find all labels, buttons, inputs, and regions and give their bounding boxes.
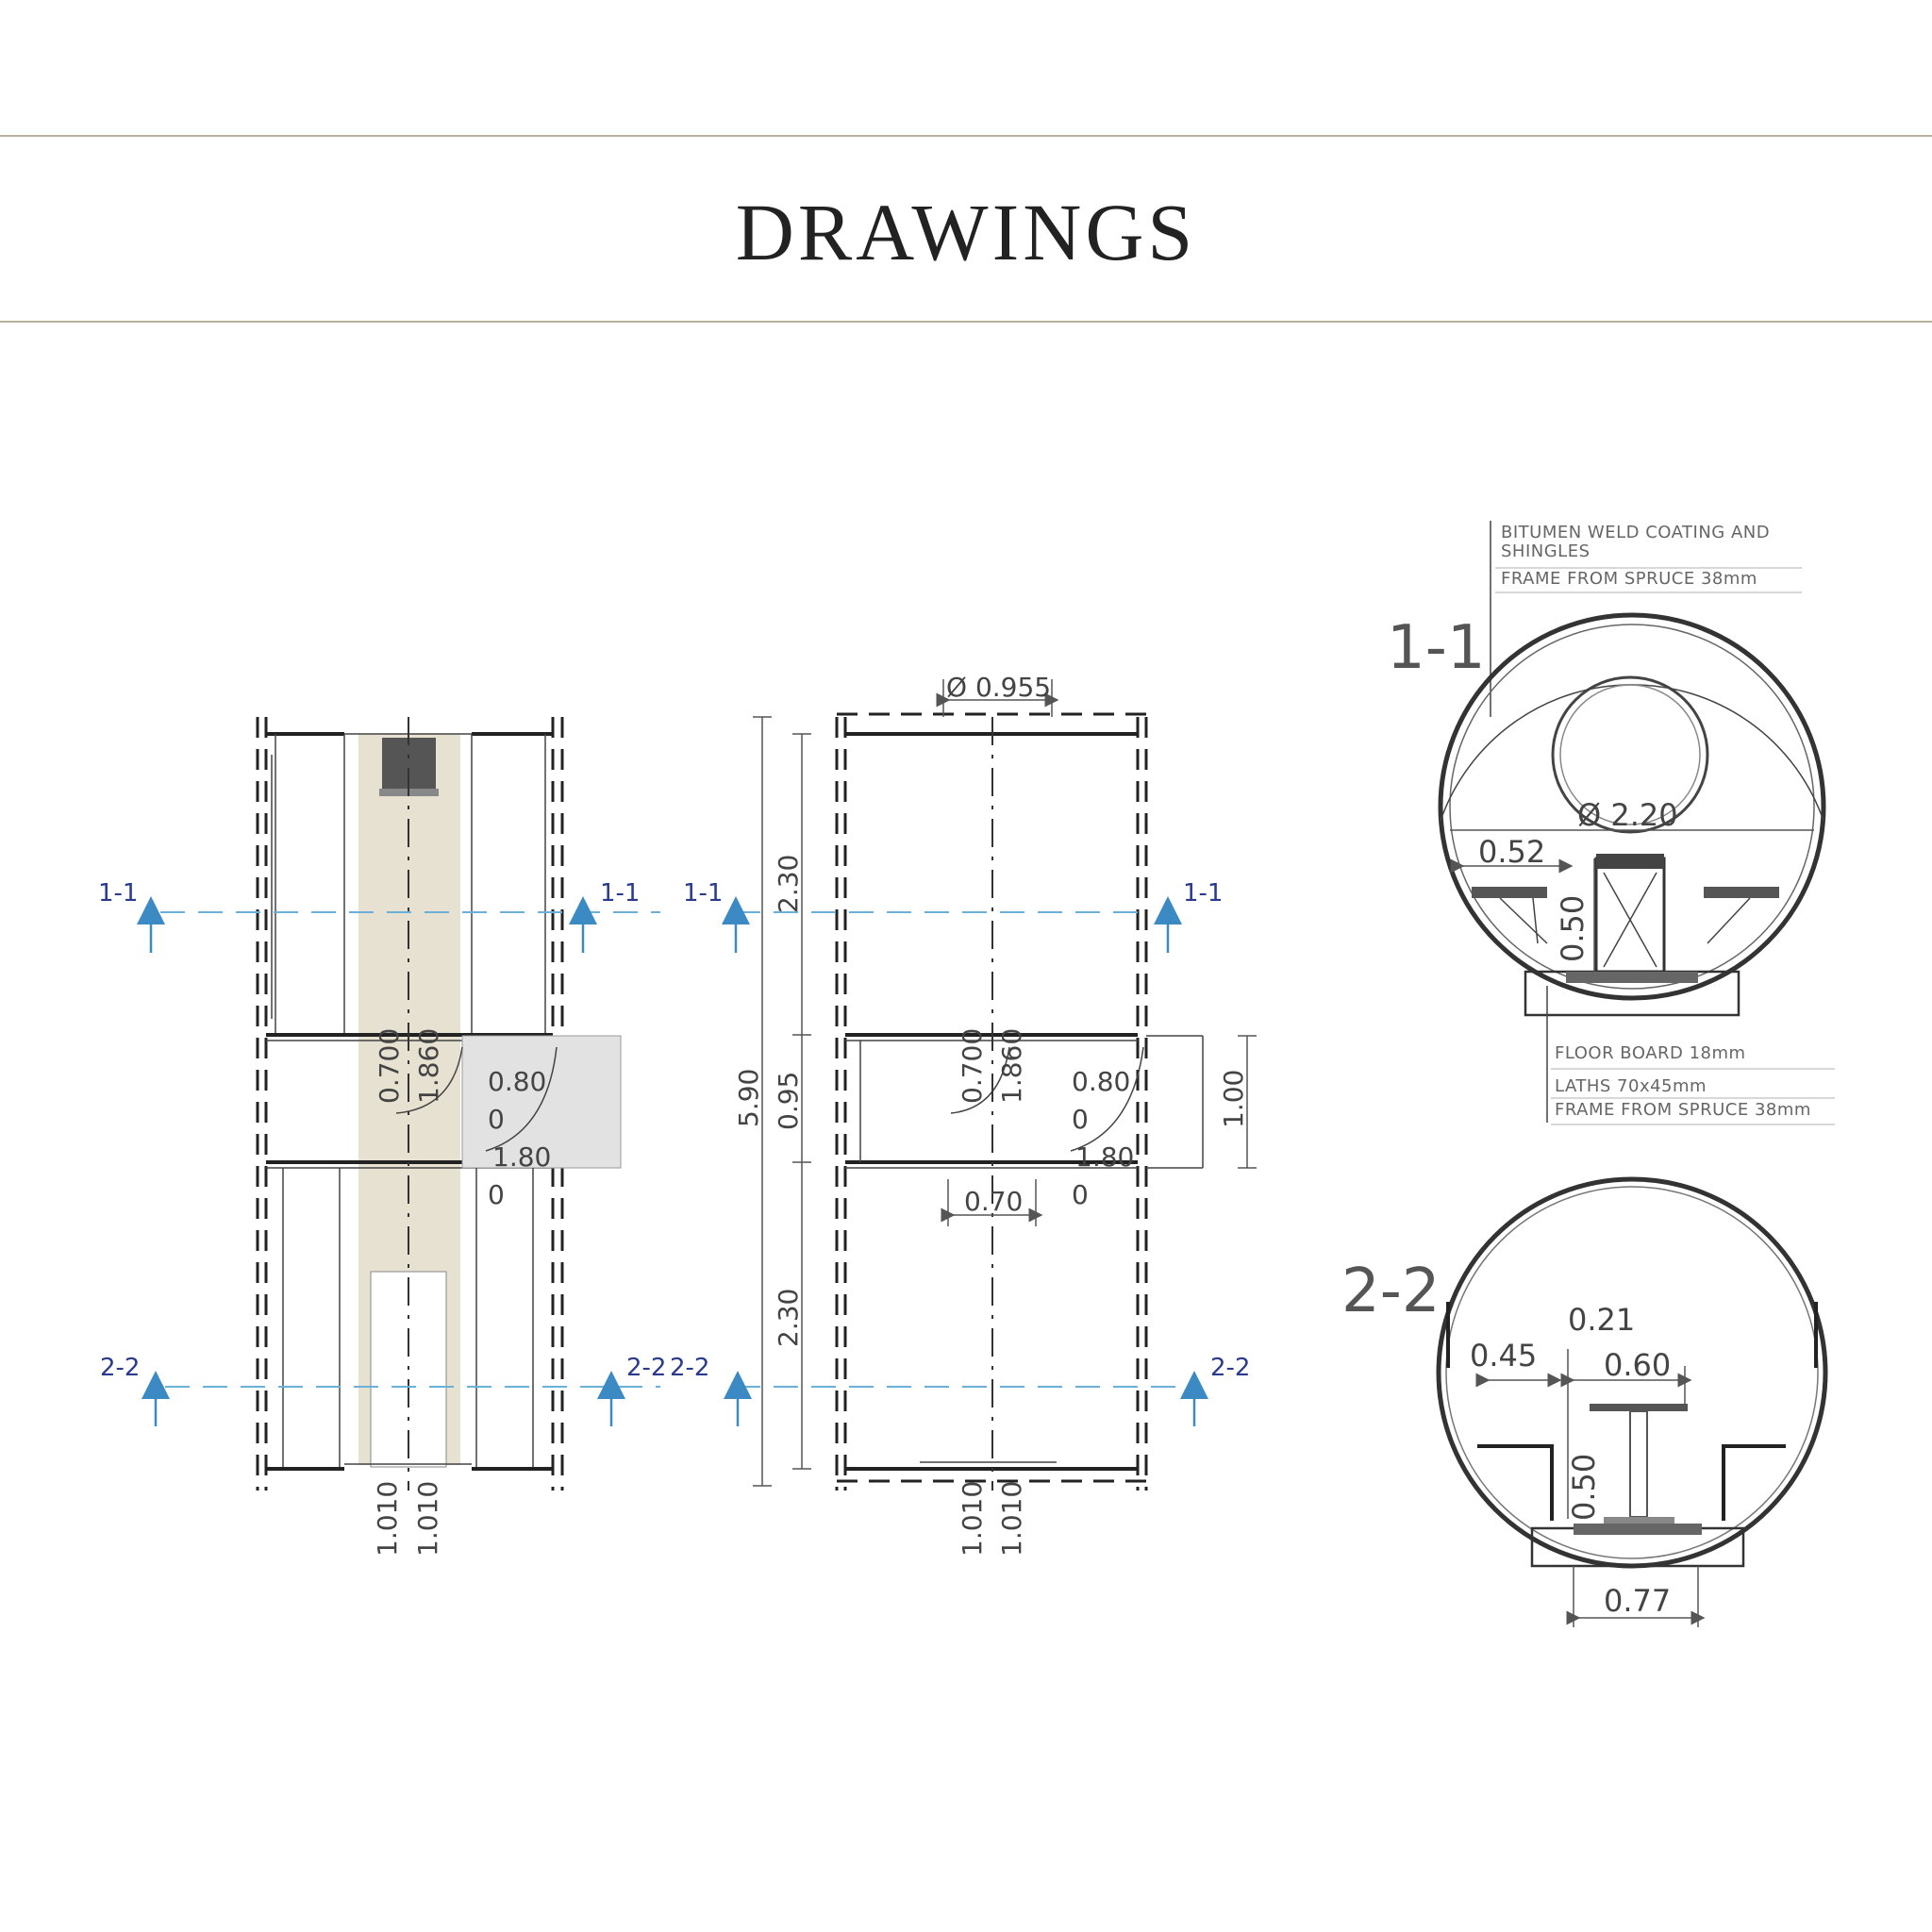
- cut-label-1-1-left: 1-1: [98, 879, 139, 908]
- note-frame-bottom: FRAME FROM SPRUCE 38mm: [1555, 1100, 1811, 1120]
- cut-label-1-1-right: 1-1: [1183, 879, 1224, 908]
- section-1-1-label: 1-1: [1387, 613, 1486, 683]
- note-floor-board: FLOOR BOARD 18mm: [1555, 1043, 1746, 1063]
- cut-label-1-1-left: 1-1: [683, 879, 724, 908]
- note-bitumen-line1: BITUMEN WELD COATING AND: [1501, 523, 1771, 542]
- section-1-1: [1387, 521, 1835, 1124]
- dim-1010-a: 1.010: [372, 1480, 403, 1557]
- dim-077: 0.77: [1604, 1583, 1672, 1619]
- section-2-2: [1341, 1179, 1825, 1627]
- dim-050: 0.50: [1555, 894, 1591, 962]
- table-icon: [1590, 1404, 1688, 1411]
- section-2-2-label: 2-2: [1341, 1257, 1441, 1326]
- cut-label-2-2-left: 2-2: [100, 1354, 141, 1382]
- heater-icon: [1596, 858, 1664, 972]
- dim-590: 5.90: [733, 1068, 764, 1127]
- dim-1010-a: 1.010: [957, 1480, 988, 1557]
- dim-0700: 0.700: [957, 1027, 988, 1104]
- dim-0-a: 0: [488, 1104, 505, 1135]
- dim-230-a: 2.30: [773, 854, 804, 913]
- dim-050: 0.50: [1566, 1453, 1602, 1521]
- dim-045: 0.45: [1470, 1338, 1538, 1374]
- dim-1010-b: 1.010: [412, 1480, 443, 1557]
- dim-070: 0.70: [964, 1186, 1024, 1217]
- dim-0700: 0.700: [374, 1027, 405, 1104]
- cut-label-1-1-right: 1-1: [600, 879, 641, 908]
- dim-021: 0.21: [1568, 1302, 1636, 1338]
- dim-080: 0.80: [1072, 1066, 1131, 1097]
- dim-180: 1.80: [1075, 1141, 1135, 1173]
- dim-dia-0955: Ø 0.955: [946, 672, 1052, 703]
- plan-left: [98, 717, 666, 1557]
- dim-1010-b: 1.010: [996, 1480, 1027, 1557]
- dim-0-a: 0: [1072, 1104, 1089, 1135]
- note-bitumen-line2: SHINGLES: [1501, 541, 1591, 561]
- note-laths: LATHS 70x45mm: [1555, 1076, 1707, 1096]
- cut-label-2-2-left: 2-2: [670, 1354, 710, 1382]
- dim-1860: 1.860: [996, 1027, 1027, 1104]
- note-frame-top: FRAME FROM SPRUCE 38mm: [1501, 569, 1757, 589]
- cut-label-2-2-right: 2-2: [626, 1354, 667, 1382]
- dim-0-b: 0: [1072, 1179, 1089, 1210]
- cut-label-2-2-right: 2-2: [1210, 1354, 1251, 1382]
- dim-180: 1.80: [492, 1141, 552, 1173]
- page-title: DRAWINGS: [735, 187, 1197, 277]
- dim-230-b: 2.30: [773, 1288, 804, 1347]
- plan-right: [670, 672, 1257, 1557]
- dim-080: 0.80: [488, 1066, 547, 1097]
- dim-dia-220: Ø 2.20: [1577, 797, 1678, 833]
- dim-060: 0.60: [1604, 1347, 1672, 1383]
- dim-052: 0.52: [1478, 834, 1546, 870]
- dim-095: 0.95: [773, 1071, 804, 1130]
- dim-100: 1.00: [1218, 1069, 1249, 1128]
- dim-0-b: 0: [488, 1179, 505, 1210]
- dim-1860: 1.860: [413, 1027, 444, 1104]
